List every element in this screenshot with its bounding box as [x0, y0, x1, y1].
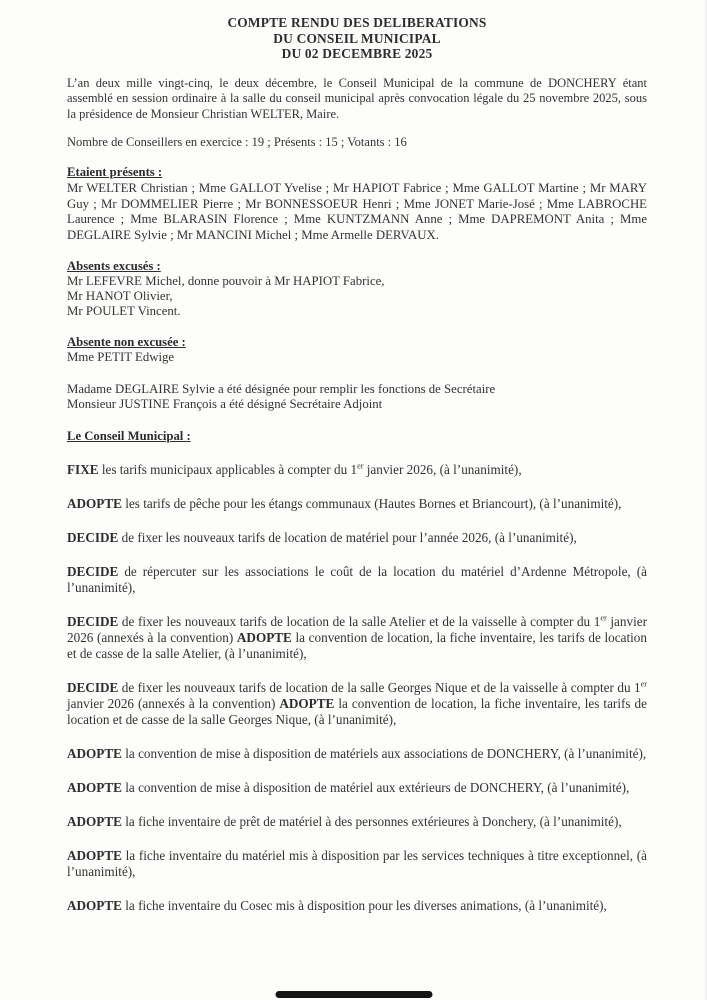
absente-section-heading: Absente non excusée : [67, 334, 186, 349]
intro-paragraph: L’an deux mille vingt-cinq, le deux décembre, le Conseil Municipal de la commune de DONCHERY étant assemblé en session ordinaire à la salle du conseil municipal après convocation légale du 25 novembre 2025, sous la présidence de Monsieur Christian WELTER, Maire. [67, 75, 647, 121]
title-line-3: DU 02 DECEMBRE 2025 [281, 46, 433, 62]
councillors-count: Nombre de Conseillers en exercice : 19 ; Présents : 15 ; Votants : 16 [67, 135, 407, 149]
absente-line: Mme PETIT Edwige [67, 350, 175, 365]
decision-item: DECIDE de fixer les nouveaux tarifs de location de matériel pour l’année 2026, (à l’unanimité), [67, 530, 577, 546]
title-line-1: COMPTE RENDU DES DELIBERATIONS [227, 15, 487, 30]
decision-item: FIXE les tarifs municipaux applicables à compter du 1er janvier 2026, (à l’unanimité), [67, 461, 522, 478]
title-line-2: DU CONSEIL MUNICIPAL [273, 30, 441, 46]
decision-item: ADOPTE la fiche inventaire du matériel mis à disposition par les services techniques à titre exceptionnel, (à l’unanimité), [67, 848, 647, 880]
decision-item: ADOPTE la fiche inventaire de prêt de matériel à des personnes extérieures à Donchery, (à l’unanimité), [67, 814, 622, 830]
absents-section-heading: Absents excusés : [67, 258, 161, 273]
decision-item: ADOPTE la convention de mise à disposition de matériel aux extérieurs de DONCHERY, (à l’unanimité), [67, 780, 630, 796]
secretary-line: Madame DEGLAIRE Sylvie a été désignée pour remplir les fonctions de Secrétaire [67, 382, 496, 397]
absent-line: Mr POULET Vincent. [67, 304, 181, 319]
secretary-adjoint-line: Monsieur JUSTINE François a été désigné Secrétaire Adjoint [67, 397, 383, 412]
absent-line: Mr HANOT Olivier, [67, 289, 173, 304]
document-content [67, 15, 647, 914]
decision-item: ADOPTE la fiche inventaire du Cosec mis à disposition pour les diverses animations, (à l’unanimité), [67, 898, 607, 914]
present-section-body: Mr WELTER Christian ; Mme GALLOT Yvelise ; Mr HAPIOT Fabrice ; Mme GALLOT Martine ; Mr MARY Guy ; Mr DOMMELIER Pierre ; Mr BONNESSOEUR Henri ; Mme JONET Marie-José ; Mme LABROCHE Laurence ; Mme BLARASIN Florence ; Mme KUNTZMANN Anne ; Mme DAPREMONT Anita ; Mme DEGLAIRE Sylvie ; Mr MANCINI Michel ; Mme Armelle DERVAUX. [67, 180, 647, 242]
home-indicator-bar [275, 991, 432, 998]
decisions-list [67, 462, 647, 914]
page-title [67, 15, 647, 62]
decision-item: ADOPTE la convention de mise à disposition de matériels aux associations de DONCHERY, (à l’unanimité), [67, 746, 647, 762]
absent-line: Mr LEFEVRE Michel, donne pouvoir à Mr HAPIOT Fabrice, [67, 274, 385, 289]
council-heading: Le Conseil Municipal : [67, 428, 191, 443]
decision-item: DECIDE de fixer les nouveaux tarifs de location de la salle Atelier et de la vaisselle à compter du 1er janvier 2026 (annexés à la convention) ADOPTE la convention de location, la fiche inventaire, les tarifs de location et de casse de la salle Atelier, (à l’unanimité), [67, 613, 647, 662]
present-section-heading: Etaient présents : [67, 165, 163, 180]
decision-item: DECIDE de répercuter sur les associations le coût de la location du matériel d’Ardenne Métropole, (à l’unanimité), [67, 564, 647, 596]
decision-item: DECIDE de fixer les nouveaux tarifs de location de la salle Georges Nique et de la vaisselle à compter du 1er janvier 2026 (annexés à la convention) ADOPTE la convention de location, la fiche inventaire, les tarifs de location et de casse de la salle Georges Nique, (à l’unanimité), [67, 679, 647, 728]
decision-item: ADOPTE les tarifs de pêche pour les étangs communaux (Hautes Bornes et Briancourt), (à l’unanimité), [67, 496, 622, 512]
